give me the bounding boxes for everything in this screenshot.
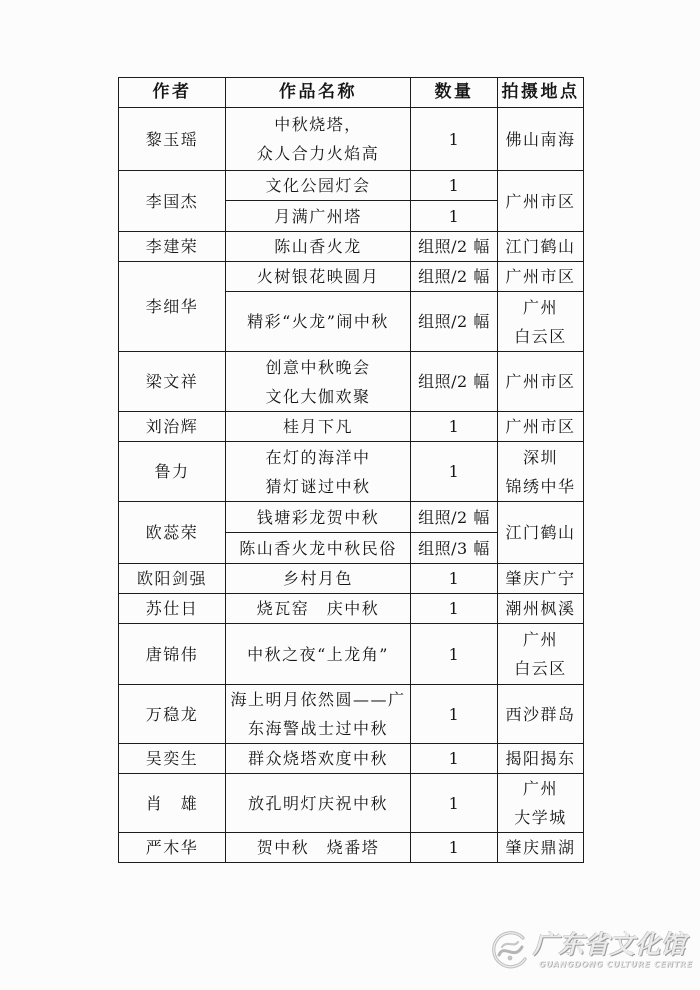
location-line: 江门鹤山 xyxy=(505,523,576,542)
work-title-cell xyxy=(226,442,411,502)
location-cell xyxy=(498,774,584,833)
work-title-line: 众人合力火焰高 xyxy=(256,144,380,163)
header-author: 作者 xyxy=(119,78,226,108)
work-title-line: 钱塘彩龙贺中秋 xyxy=(256,507,380,527)
location-line: 深圳 xyxy=(522,447,558,467)
author-cell: 李建荣 xyxy=(119,232,226,262)
table-row xyxy=(119,352,584,412)
work-title-cell xyxy=(226,774,411,833)
table-row xyxy=(119,412,584,442)
work-title-cell xyxy=(226,262,411,292)
table-row xyxy=(119,774,584,833)
count-cell: 1 xyxy=(411,685,498,744)
table-row xyxy=(119,502,584,533)
author-cell: 苏仕日 xyxy=(119,594,226,624)
location-line: 广州市区 xyxy=(505,267,576,286)
watermark xyxy=(490,926,693,974)
location-line: 广州市区 xyxy=(505,372,576,391)
location-cell xyxy=(498,833,584,863)
photo-works-table xyxy=(118,77,584,863)
count-cell: 1 xyxy=(411,201,498,232)
location-line: 广州 xyxy=(522,779,558,798)
location-cell xyxy=(498,442,584,502)
count-cell: 1 xyxy=(411,412,498,442)
location-cell xyxy=(498,108,584,171)
table-row xyxy=(119,594,584,624)
author-cell: 刘治辉 xyxy=(119,412,226,442)
author-cell: 严木华 xyxy=(119,833,226,863)
location-line: 肇庆鼎湖 xyxy=(505,838,576,857)
work-title-line: 群众烧塔欢度中秋 xyxy=(247,749,388,768)
table-row xyxy=(119,442,584,502)
work-title-line: 文化公园灯会 xyxy=(265,176,371,195)
header-location: 拍摄地点 xyxy=(498,78,584,108)
location-line: 大学城 xyxy=(514,808,567,827)
author-cell: 黎玉瑶 xyxy=(119,108,226,171)
author-cell: 李细华 xyxy=(119,262,226,352)
count-cell: 组照/2 幅 xyxy=(411,292,498,352)
work-title-line: 中秋烧塔， xyxy=(274,115,362,134)
watermark-name-cn: 广东省文化馆 xyxy=(533,929,687,959)
table-row xyxy=(119,685,584,744)
location-line: 潮州枫溪 xyxy=(505,599,576,618)
work-title-cell xyxy=(226,201,411,232)
table-row xyxy=(119,624,584,685)
work-title-cell xyxy=(226,108,411,171)
work-title-line: 创意中秋晚会 xyxy=(265,357,371,377)
count-cell: 1 xyxy=(411,564,498,594)
work-title-line: 月满广州塔 xyxy=(274,206,362,226)
table-row xyxy=(119,744,584,774)
count-cell: 组照/2 幅 xyxy=(411,502,498,533)
author-cell: 欧阳剑强 xyxy=(119,564,226,594)
work-title-line: 火树银花映圆月 xyxy=(256,267,380,286)
table-row xyxy=(119,262,584,292)
table-row xyxy=(119,833,584,863)
location-cell xyxy=(498,262,584,292)
location-cell xyxy=(498,232,584,262)
work-title-line: 文化大伽欢聚 xyxy=(265,386,371,406)
table-row xyxy=(119,108,584,171)
location-line: 揭阳揭东 xyxy=(505,749,576,768)
table-row xyxy=(119,564,584,594)
location-line: 江门鹤山 xyxy=(505,237,576,256)
author-cell: 欧蕊荣 xyxy=(119,502,226,564)
location-line: 广州市区 xyxy=(505,191,576,211)
location-cell xyxy=(498,624,584,685)
count-cell: 1 xyxy=(411,442,498,502)
work-title-line: 东海警战士过中秋 xyxy=(247,719,388,738)
work-title-cell xyxy=(226,232,411,262)
location-cell xyxy=(498,352,584,412)
work-title-cell xyxy=(226,502,411,533)
work-title-line: 在灯的海洋中 xyxy=(265,447,371,467)
work-title-line: 中秋之夜“上龙角” xyxy=(247,644,389,664)
work-title-cell xyxy=(226,171,411,201)
header-work-title: 作品名称 xyxy=(226,78,411,108)
work-title-cell xyxy=(226,564,411,594)
table-header-row xyxy=(119,78,584,108)
location-cell xyxy=(498,412,584,442)
location-line: 广州 xyxy=(522,630,558,649)
work-title-cell xyxy=(226,685,411,744)
count-cell: 1 xyxy=(411,624,498,685)
location-cell xyxy=(498,594,584,624)
author-cell: 梁文祥 xyxy=(119,352,226,412)
location-line: 白云区 xyxy=(514,659,567,678)
work-title-cell xyxy=(226,412,411,442)
table-row xyxy=(119,232,584,262)
count-cell: 1 xyxy=(411,108,498,171)
author-cell: 鲁力 xyxy=(119,442,226,502)
work-title-line: 桂月下凡 xyxy=(282,417,353,436)
work-title-cell xyxy=(226,744,411,774)
header-count: 数量 xyxy=(411,78,498,108)
count-cell: 1 xyxy=(411,833,498,863)
count-cell: 1 xyxy=(411,171,498,201)
location-line: 白云区 xyxy=(514,326,567,346)
count-cell: 1 xyxy=(411,594,498,624)
culture-centre-logo-icon xyxy=(490,928,530,972)
work-title-cell xyxy=(226,624,411,685)
count-cell: 组照/2 幅 xyxy=(411,352,498,412)
work-title-line: 贺中秋 烧番塔 xyxy=(256,838,380,857)
work-title-cell xyxy=(226,833,411,863)
author-cell: 李国杰 xyxy=(119,171,226,232)
author-cell: 万稳龙 xyxy=(119,685,226,744)
work-title-cell xyxy=(226,594,411,624)
location-line: 广州市区 xyxy=(505,417,576,436)
location-line: 西沙群岛 xyxy=(505,704,576,724)
location-cell xyxy=(498,564,584,594)
author-cell: 肖 雄 xyxy=(119,774,226,833)
work-title-cell xyxy=(226,292,411,352)
location-line: 肇庆广宁 xyxy=(505,569,576,588)
work-title-cell xyxy=(226,533,411,564)
table-row xyxy=(119,171,584,201)
location-line: 广州 xyxy=(522,297,558,317)
watermark-name-en: GUANGDONG CULTURE CENTRE xyxy=(539,959,693,969)
location-cell xyxy=(498,744,584,774)
author-cell: 唐锦伟 xyxy=(119,624,226,685)
work-title-line: 猜灯谜过中秋 xyxy=(265,476,371,496)
work-title-line: 乡村月色 xyxy=(282,569,353,588)
location-cell xyxy=(498,171,584,232)
location-cell xyxy=(498,685,584,744)
work-title-line: 陈山香火龙中秋民俗 xyxy=(239,538,397,558)
location-cell xyxy=(498,292,584,352)
count-cell: 1 xyxy=(411,774,498,833)
location-line: 佛山南海 xyxy=(505,129,576,149)
location-cell xyxy=(498,502,584,564)
work-title-line: 精彩“火龙”闹中秋 xyxy=(247,312,389,331)
location-line: 锦绣中华 xyxy=(505,476,576,496)
work-title-line: 陈山香火龙 xyxy=(274,237,362,256)
work-title-line: 放孔明灯庆祝中秋 xyxy=(247,793,388,813)
count-cell: 组照/2 幅 xyxy=(411,232,498,262)
count-cell: 组照/2 幅 xyxy=(411,262,498,292)
author-cell: 吴奕生 xyxy=(119,744,226,774)
count-cell: 组照/3 幅 xyxy=(411,533,498,564)
count-cell: 1 xyxy=(411,744,498,774)
work-title-line: 烧瓦窑 庆中秋 xyxy=(256,599,380,618)
work-title-line: 海上明月依然圆——广 xyxy=(230,690,406,709)
work-title-cell xyxy=(226,352,411,412)
